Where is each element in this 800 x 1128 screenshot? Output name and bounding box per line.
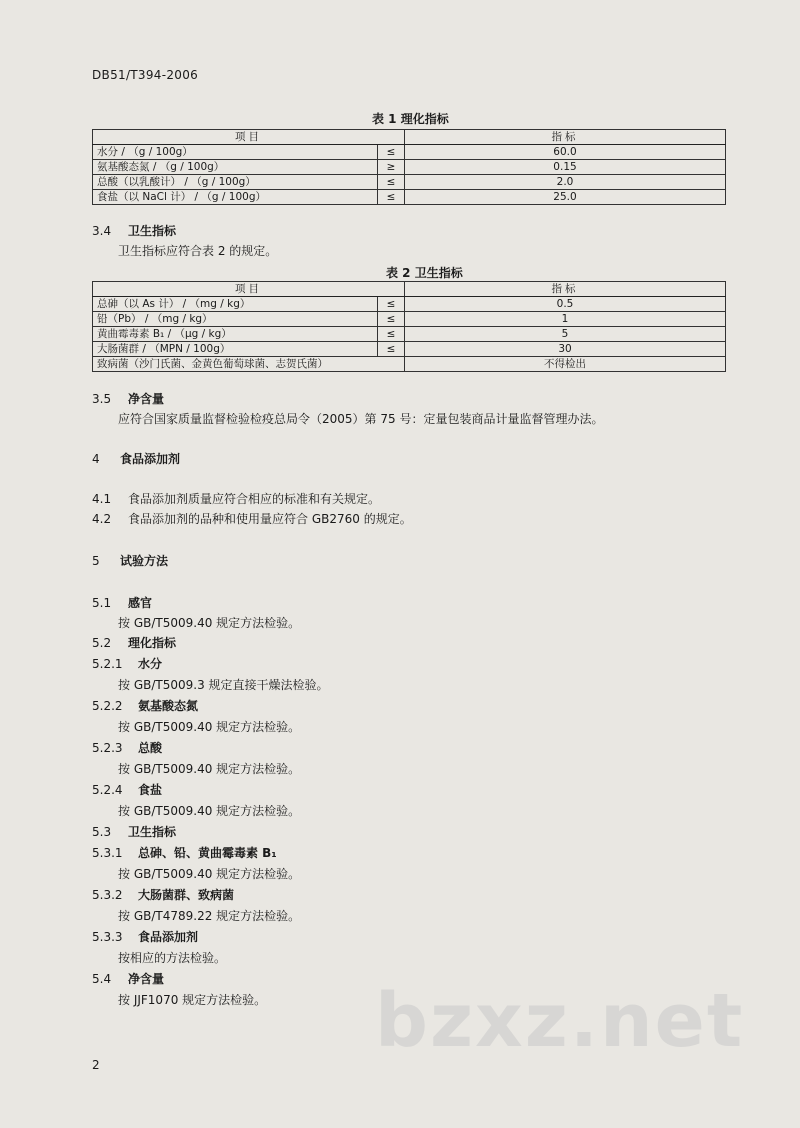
table-cell-item: 大肠菌群 / （MPN / 100g） — [93, 342, 378, 357]
section-3-4-text: 卫生指标应符合表 2 的规定。 — [118, 244, 278, 258]
table2 — [92, 281, 726, 372]
section-5-3-3-heading — [92, 928, 198, 945]
table-cell-item: 黄曲霉毒素 B₁ / （μg / kg） — [93, 327, 378, 342]
watermark-logo: bzxz.net — [375, 978, 745, 1064]
section-title: 净含量 — [128, 972, 165, 986]
section-title: 食品添加剂 — [120, 452, 181, 466]
section-5-2-4-heading — [92, 781, 162, 798]
section-title: 总砷、铅、黄曲霉毒素 B₁ — [138, 846, 277, 860]
table-cell-value: 不得检出 — [405, 357, 726, 372]
table-row — [93, 312, 726, 327]
table-cell-item: 总酸（以乳酸计） / （g / 100g） — [93, 175, 378, 190]
table-cell-value: 60.0 — [405, 145, 726, 160]
section-number: 5.2.1 — [92, 657, 123, 671]
section-5-2-heading — [92, 634, 176, 651]
section-number: 5.2.2 — [92, 699, 123, 713]
section-5-2-1-heading — [92, 655, 162, 672]
table-row — [93, 160, 726, 175]
table-row — [93, 190, 726, 205]
table-cell-comparator: ≤ — [378, 145, 405, 160]
section-title: 卫生指标 — [128, 224, 177, 238]
section-5-2-1-text: 按 GB/T5009.3 规定直接干燥法检验。 — [118, 678, 329, 692]
table-row — [93, 342, 726, 357]
section-number: 5.3.2 — [92, 888, 123, 902]
section-5-2-2-text: 按 GB/T5009.40 规定方法检验。 — [118, 720, 301, 734]
section-3-5-text: 应符合国家质量监督检验检疫总局令（2005）第 75 号：定量包装商品计量监督管理办法。 — [118, 412, 604, 426]
table-cell-item: 总砷（以 As 计） / （mg / kg） — [93, 297, 378, 312]
section-title: 净含量 — [128, 392, 165, 406]
section-5-1-text: 按 GB/T5009.40 规定方法检验。 — [118, 616, 301, 630]
section-5-3-2-heading — [92, 886, 234, 903]
section-5-3-3-text: 按相应的方法检验。 — [118, 951, 227, 965]
section-title: 水分 — [138, 657, 163, 671]
section-3-4-heading — [92, 222, 176, 239]
section-4-2 — [92, 510, 412, 527]
section-5-2-3-heading — [92, 739, 162, 756]
table-cell-value: 30 — [405, 342, 726, 357]
section-5-heading — [92, 552, 168, 569]
table-row — [93, 327, 726, 342]
section-4-1 — [92, 490, 380, 507]
section-text: 食品添加剂质量应符合相应的标准和有关规定。 — [128, 492, 381, 506]
table-cell-comparator: ≤ — [378, 297, 405, 312]
table-cell-comparator: ≤ — [378, 342, 405, 357]
table-cell-value: 0.5 — [405, 297, 726, 312]
section-title: 总酸 — [138, 741, 163, 755]
section-5-3-1-heading — [92, 844, 277, 861]
section-number: 5.3 — [92, 825, 112, 839]
table2-header-item: 项目 — [93, 282, 405, 297]
section-5-4-heading — [92, 970, 164, 987]
table-cell-value: 25.0 — [405, 190, 726, 205]
section-title: 氨基酸态氮 — [138, 699, 199, 713]
table-cell-item: 水分 / （g / 100g） — [93, 145, 378, 160]
table-row — [93, 297, 726, 312]
table-cell-comparator: ≤ — [378, 175, 405, 190]
table-cell-value: 2.0 — [405, 175, 726, 190]
section-number: 3.5 — [92, 392, 112, 406]
bleed-through-text — [440, 430, 450, 445]
table2-caption: 表 2 卫生指标 — [386, 266, 463, 280]
section-number: 5.4 — [92, 972, 112, 986]
section-5-1-heading — [92, 594, 152, 611]
page-number: 2 — [92, 1058, 100, 1072]
table-cell-comparator: ≤ — [378, 312, 405, 327]
section-5-2-4-text: 按 GB/T5009.40 规定方法检验。 — [118, 804, 301, 818]
table-cell-value: 1 — [405, 312, 726, 327]
section-number: 5.2 — [92, 636, 112, 650]
section-5-3-1-text: 按 GB/T5009.40 规定方法检验。 — [118, 867, 301, 881]
table-cell-item: 氨基酸态氮 / （g / 100g） — [93, 160, 378, 175]
table-cell-item: 致病菌（沙门氏菌、金黄色葡萄球菌、志贺氏菌） — [93, 357, 405, 372]
section-title: 理化指标 — [128, 636, 177, 650]
table-cell-comparator: ≥ — [378, 160, 405, 175]
table2-header-row — [93, 282, 726, 297]
section-number: 4.1 — [92, 492, 112, 506]
table1 — [92, 129, 726, 205]
section-title: 食盐 — [138, 783, 163, 797]
section-number: 5.2.3 — [92, 741, 123, 755]
section-3-5-heading — [92, 390, 164, 407]
section-5-2-2-heading — [92, 697, 198, 714]
section-number: 5.3.1 — [92, 846, 123, 860]
table1-header-row — [93, 130, 726, 145]
section-number: 5.2.4 — [92, 783, 123, 797]
section-number: 5 — [92, 554, 100, 568]
table-row — [93, 357, 726, 372]
table1-header-item: 项目 — [93, 130, 405, 145]
table-cell-item: 铅（Pb） / （mg / kg） — [93, 312, 378, 327]
section-number: 5.3.3 — [92, 930, 123, 944]
section-title: 大肠菌群、致病菌 — [138, 888, 235, 902]
section-5-2-3-text: 按 GB/T5009.40 规定方法检验。 — [118, 762, 301, 776]
section-title: 感官 — [128, 596, 153, 610]
table-cell-comparator: ≤ — [378, 327, 405, 342]
section-number: 3.4 — [92, 224, 112, 238]
table1-header-value: 指标 — [405, 130, 726, 145]
section-4-heading — [92, 450, 180, 467]
section-5-3-2-text: 按 GB/T4789.22 规定方法检验。 — [118, 909, 301, 923]
section-title: 试验方法 — [120, 554, 169, 568]
document-id: DB51/T394-2006 — [92, 68, 199, 82]
table-cell-item: 食盐（以 NaCl 计） / （g / 100g） — [93, 190, 378, 205]
section-title: 卫生指标 — [128, 825, 177, 839]
table-row — [93, 145, 726, 160]
table-row — [93, 175, 726, 190]
table2-header-value: 指标 — [405, 282, 726, 297]
section-title: 食品添加剂 — [138, 930, 199, 944]
table-cell-value: 0.15 — [405, 160, 726, 175]
section-5-3-heading — [92, 823, 176, 840]
table-cell-comparator: ≤ — [378, 190, 405, 205]
section-text: 食品添加剂的品种和使用量应符合 GB2760 的规定。 — [128, 512, 412, 526]
table-cell-value: 5 — [405, 327, 726, 342]
section-number: 4 — [92, 452, 100, 466]
section-5-4-text: 按 JJF1070 规定方法检验。 — [118, 993, 267, 1007]
section-number: 5.1 — [92, 596, 112, 610]
section-number: 4.2 — [92, 512, 112, 526]
table1-caption: 表 1 理化指标 — [372, 112, 449, 126]
